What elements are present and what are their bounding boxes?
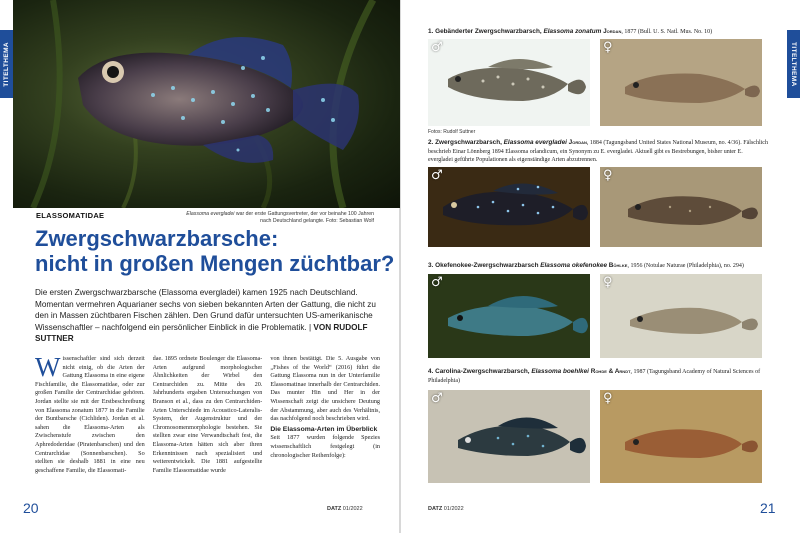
page-number-left: 20 — [23, 500, 39, 516]
photo-zonatum-female — [600, 39, 762, 126]
issue-label-right: DATZ 01/2022 — [428, 506, 464, 512]
photo-okefenokee-female — [600, 274, 762, 358]
photo-evergladei-female — [600, 167, 762, 247]
article-body — [35, 355, 380, 485]
photo-zonatum-male — [428, 39, 590, 126]
female-symbol-icon: ♀ — [603, 275, 613, 290]
male-symbol-icon: ♂ — [431, 275, 443, 290]
section-tab-label: TITELTHEMA — [3, 41, 10, 87]
section-tab-right — [787, 30, 800, 98]
headline-line-1: Zwergschwarzbarsche: — [35, 226, 279, 251]
section-tab-left — [0, 30, 13, 98]
page-number-right: 21 — [760, 500, 776, 516]
body-column-2: dae. 1895 ordnete Boulenger die Elassoma-Arten aufgrund morphologischer Ähnlichkeiten der Wirbel den Centrarchiden zu. Mitte des 20. Jahrhunderts ergaben Untersuchungen von Branson et al., dass zu den Centrarchiden-Arten Unterschiede im Acoustico-Lateralis-System, der Augenstruktur und der Chromosomenmorphologie bestehen. Sie stellten zwar eine Verwandtschaft fest, die Elassoma-Arten hätten sich aber ihren Erkenntnissen nach spezialisiert und weiterentwickelt. Die 1881 aufgestellte Familie Elassomatidae wurde — [152, 355, 263, 474]
photo-boehlkei-male — [428, 390, 590, 483]
article-headline — [35, 226, 395, 276]
byline: VON RUDOLF SUTTNER — [35, 322, 368, 343]
photo-evergladei-male — [428, 167, 590, 247]
species-heading-1: 1. Gebänderter Zwergschwarzbarsch, Elassoma zonatum Jordan, 1877 (Bull. U. S. Natl. Mus. No. 10) — [428, 28, 713, 35]
section-tab-label: TITELTHEMA — [790, 41, 797, 87]
male-symbol-icon: ♂ — [431, 168, 443, 183]
species-heading-4: 4. Carolina-Zwergschwarzbarsch, Elassoma boehlkei Rohde & Arndt, 1987 (Tagungsband Academy of Natural Sciences of Philadelphia) — [428, 368, 761, 384]
photo-boehlkei-female — [600, 390, 762, 483]
photo-credit: Fotos: Rudolf Suttner — [428, 129, 476, 135]
female-symbol-icon: ♀ — [603, 40, 613, 55]
body-column-1: Wissenschaftler sind sich derzeit nicht einig, ob die Arten der Gattung Elassoma in eine eigene Fischfamilie, die Elassomatidae, oder zur großen Familie der Centrarchidae gehören. Jordan stellte sie mit der Erstbeschreibung von Elassoma zonatum 1877 in die Familie der Buntbarsche (Cichliden). Jordan et al. sahen die Elassoma-Arten als Zwischenstufe zwischen den Aphredoderidae (Piratenbarschen) und den Centrarchidae (Sonnenbarschen). So stellten sie deshalb 1881 in eine neu geschaffene Familie, die Elassomati- — [35, 355, 145, 474]
photo-okefenokee-male — [428, 274, 590, 358]
body-column-3: von ihnen bestätigt. Die 5. Ausgabe von „Fishes of the World“ (2016) führt die Gattung Elassoma nun in der Unterfamilie Elassomatinae innerhalb der Centrarchiden. Das munter Hin und Her in der Wissenschaft zeigt die unsichere Deutung der Abstammung, aber auch des Verhältnis, das nachfolgend noch beschrieben wird. Die Elassoma-Arten im Überblick Seit 1877 wurden folgende Spezies wissenschaftlich festgelegt (in chronologischer Reihenfolge): — [270, 355, 381, 459]
hero-caption: Elassoma evergladei war der erste Gattungsvertreter, der vor beinahe 100 Jahren nach Deutschland gelangte. Foto: Sebastian Wolf — [186, 211, 374, 225]
female-symbol-icon: ♀ — [603, 391, 613, 406]
species-heading-2: 2. Zwergschwarzbarsch, Elassoma evergladei Jordan, 1884 (Tagungsband United States National Museum, no. 4/36). Fälschlich beschrieb Einar Lönnberg 1894 Elassoma orlandicum, ein Synonym zu E. evergladei. Aktuell gibt es Bestrebungen, bisher unter E. evergladei geführte Populationen als eigenständige Arten abzutrennen. — [428, 139, 768, 164]
headline-line-2: nicht in großen Mengen züchtbar? — [35, 251, 395, 276]
article-lead: Die ersten Zwergschwarzbarsche (Elassoma evergladei) kamen 1925 nach Deutschland. Momentan vermehren Aquarianer sechs von sieben bekannten Arten der Gattung, die nicht zu den in Massen züchtbaren Fischen zählen. Den Grund dafür untersuchten US-amerikanische Wissenschaftler – nachfolgend ein persönlicher Einblick in die Problematik. | VON RUDOLF SUTTNER — [35, 288, 376, 343]
male-symbol-icon: ♂ — [431, 391, 443, 406]
section-kicker: ELASSOMATIDAE — [36, 211, 105, 220]
issue-label-left: DATZ 01/2022 — [327, 506, 363, 512]
drop-cap: W — [35, 355, 61, 382]
female-symbol-icon: ♀ — [603, 168, 613, 183]
male-symbol-icon: ♂ — [431, 40, 443, 55]
hero-photo-elassoma-evergladei — [13, 0, 400, 208]
body-subhead: Die Elassoma-Arten im Überblick — [270, 425, 378, 433]
species-heading-3: 3. Okefenokee-Zwergschwarzbarsch Elassoma okefenokee Böhlke, 1956 (Notulae Naturae (Philadelphia), no. 294) — [428, 262, 744, 269]
